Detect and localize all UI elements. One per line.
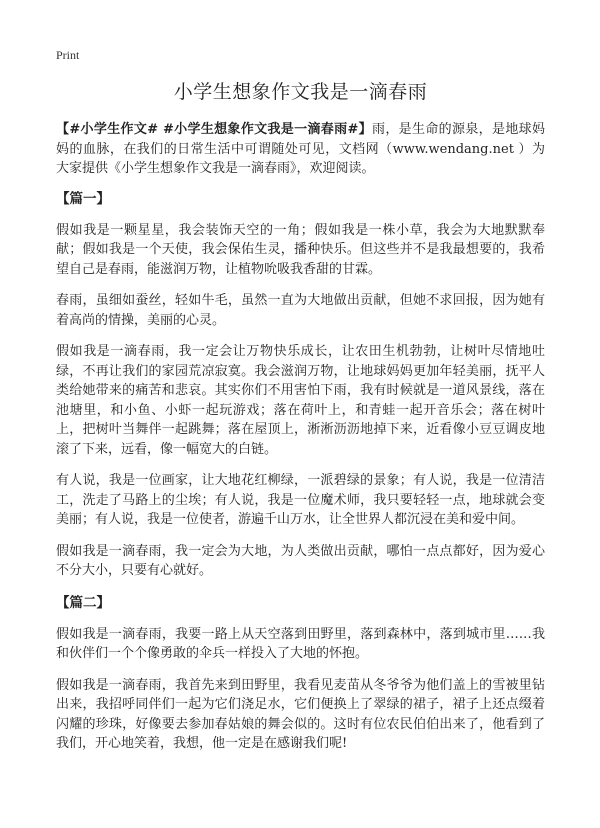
section-heading-2: 【篇二】: [56, 594, 110, 611]
intro-paragraph: [56, 120, 545, 179]
intro-text: 雨，是生命的源泉，是地球妈妈的血脉，在我们的日常生活中可谓随处可见，文档网（www.wendang.net ）为大家提供《小学生想象作文我是一滴春雨》，欢迎阅读。: [56, 122, 545, 176]
paragraph: 有人说，我是一位画家，让大地花红柳绿，一派碧绿的景象；有人说，我是一位清洁工，洗走了马路上的尘埃；有人说，我是一位魔术师，我只要轻轻一点，地球就会变美丽；有人说，我是一位使者，游遍千山万水，让全世界人都沉浸在美和爱中间。: [56, 473, 545, 527]
section-heading-1: 【篇一】: [56, 190, 110, 207]
paragraph: 假如我是一滴春雨，我要一路上从天空落到田野里，落到森林中，落到城市里……我和伙伴们一个个像勇敢的伞兵一样投入了大地的怀抱。: [56, 626, 545, 661]
paragraph: 春雨，虽细如蚕丝，轻如牛毛，虽然一直为大地做出贡献，但她不求回报，因为她有着高尚的情操，美丽的心灵。: [56, 293, 545, 328]
paragraph: 假如我是一滴春雨，我一定会为大地，为人类做出贡献，哪怕一点点都好，因为爱心不分大小，只要有心就好。: [56, 543, 545, 578]
document-title: 小学生想象作文我是一滴春雨: [173, 81, 428, 103]
intro-tag: 【#小学生作文# #小学生想象作文我是一滴春雨#】: [56, 122, 373, 137]
print-label: Print: [56, 48, 80, 62]
paragraph: 假如我是一滴春雨，我一定会让万物快乐成长，让农田生机勃勃，让树叶尽情地吐绿，不再让我们的家园荒凉寂寞。我会滋润万物，让地球妈妈更加年轻美丽，抚平人类给她带来的痛苦和悲哀。其实你们不用害怕下雨，我有时候就是一道风景线，落在池塘里，和小鱼、小虾一起玩游戏；落在荷叶上，和青蛙一起开音乐会；落在树叶上，把树叶当舞伴一起跳舞；落在屋顶上，淅淅沥沥地掉下来，近看像小豆豆调皮地滚了下来，远看，像一幅宽大的白链。: [56, 344, 545, 457]
paragraph: 假如我是一颗星星，我会装饰天空的一角；假如我是一株小草，我会为大地默默奉献；假如我是一个天使，我会保佑生灵，播种快乐。但这些并不是我最想要的，我希望自己是春雨，能滋润万物，让植物吮吸我香甜的甘霖。: [56, 222, 545, 277]
paragraph: 假如我是一滴春雨，我首先来到田野里，我看见麦苗从冬爷爷为他们盖上的雪被里钻出来，我招呼同伴们一起为它们浇足水，它们便换上了翠绿的裙子，裙子上还点缀着闪耀的珍珠，好像要去参加春姑娘的舞会似的。这时有位农民伯伯出来了，他看到了我们，开心地笑着，我想，他一定是在感谢我们呢!: [56, 677, 545, 751]
